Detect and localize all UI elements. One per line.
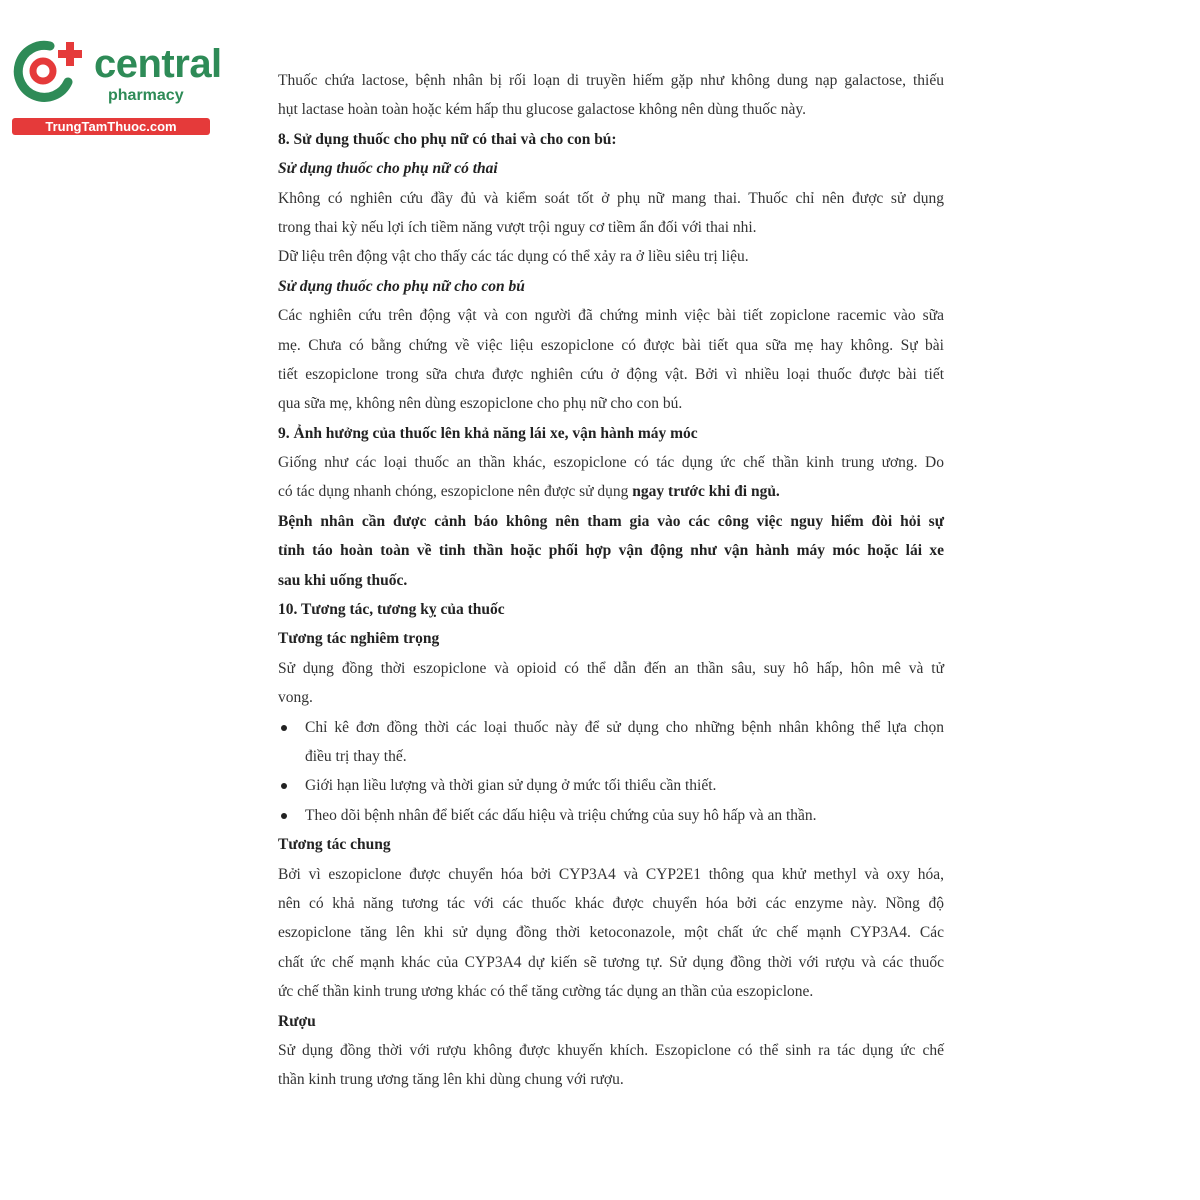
bullet-icon bbox=[281, 725, 287, 731]
line-text: Các nghiên cứu trên động vật và con người đã chứng minh việc bài tiết zopiclone racemic vào sữa bbox=[278, 307, 944, 325]
document-line bbox=[278, 771, 944, 800]
line-text: tiết eszopiclone trong sữa chưa được nghiên cứu ở động vật. Bởi vì nhiều loại thuốc được bài tiết bbox=[278, 365, 944, 383]
document-line bbox=[278, 507, 944, 536]
document-line bbox=[278, 125, 944, 154]
line-text: Giới hạn liều lượng và thời gian sử dụng ở mức tối thiểu cần thiết. bbox=[305, 777, 717, 795]
logo-wordmark: central bbox=[94, 42, 222, 86]
document-line bbox=[278, 66, 944, 95]
line-text: eszopiclone tăng lên khi sử dụng đồng thời ketoconazole, một chất ức chế mạnh CYP3A4. Các bbox=[278, 924, 944, 942]
document-body bbox=[278, 66, 944, 1095]
line-text: Rượu bbox=[278, 1012, 316, 1030]
document-line bbox=[278, 713, 944, 742]
document-line bbox=[278, 360, 944, 389]
line-text: chất ức chế mạnh khác của CYP3A4 dự kiến sẽ tương tự. Sử dụng đồng thời với rượu và các thuốc bbox=[278, 953, 944, 971]
bullet-icon bbox=[281, 783, 287, 789]
line-text: trong thai kỳ nếu lợi ích tiềm năng vượt trội nguy cơ tiềm ẩn đối với thai nhi. bbox=[278, 218, 757, 236]
document-line bbox=[278, 566, 944, 595]
document-line bbox=[278, 654, 944, 683]
line-text: qua sữa mẹ, không nên dùng eszopiclone cho phụ nữ cho con bú. bbox=[278, 395, 683, 413]
line-text: Thuốc chứa lactose, bệnh nhân bị rối loạn di truyền hiếm gặp như không dung nạp galactose, thiếu bbox=[278, 72, 944, 89]
logo-site-banner: TrungTamThuoc.com bbox=[12, 118, 210, 135]
document-line bbox=[278, 301, 944, 330]
line-text: Bởi vì eszopiclone được chuyển hóa bởi CYP3A4 và CYP2E1 thông qua khử methyl và oxy hóa, bbox=[278, 865, 944, 883]
document-line bbox=[278, 272, 944, 301]
line-text: thần kinh trung ương tăng lên khi dùng chung với rượu. bbox=[278, 1071, 624, 1089]
line-text: mẹ. Chưa có bằng chứng về việc liệu eszopiclone có được bài tiết qua sữa mẹ hay không. Sự bài bbox=[278, 336, 944, 354]
document-line bbox=[278, 742, 944, 771]
pharmacy-cross-logo-icon bbox=[10, 38, 84, 104]
line-text: tỉnh táo hoàn toàn về tinh thần hoặc phối hợp vận động như vận hành máy móc hoặc lái xe bbox=[278, 542, 944, 560]
document-line bbox=[278, 683, 944, 712]
line-text: Sử dụng đồng thời eszopiclone và opioid có thể dẫn đến an thần sâu, suy hô hấp, hôn mê và tử bbox=[278, 659, 944, 677]
line-text: 9. Ảnh hưởng của thuốc lên khả năng lái xe, vận hành máy móc bbox=[278, 424, 698, 442]
line-text: Sử dụng thuốc cho phụ nữ cho con bú bbox=[278, 277, 525, 295]
document-line bbox=[278, 595, 944, 624]
document-line bbox=[278, 154, 944, 183]
line-text: hụt lactase hoàn toàn hoặc kém hấp thu glucose galactose không nên dùng thuốc này. bbox=[278, 101, 806, 119]
document-line bbox=[278, 242, 944, 271]
line-text: 10. Tương tác, tương kỵ của thuốc bbox=[278, 601, 505, 619]
document-line bbox=[278, 213, 944, 242]
document-line bbox=[278, 860, 944, 889]
line-bold-text: ngay trước khi đi ngủ. bbox=[632, 483, 780, 501]
line-text: nên có khả năng tương tác với các thuốc khác được chuyển hóa bởi các enzyme này. Nồng độ bbox=[278, 894, 944, 912]
line-text: Sử dụng thuốc cho phụ nữ có thai bbox=[278, 160, 498, 178]
line-text: có tác dụng nhanh chóng, eszopiclone nên được sử dụng bbox=[278, 483, 633, 501]
document-line bbox=[278, 1036, 944, 1065]
document-line bbox=[278, 1007, 944, 1036]
line-text: vong. bbox=[278, 689, 313, 707]
line-text: Giống như các loại thuốc an thần khác, eszopiclone có tác dụng ức chế thần kinh trung ương. Do bbox=[278, 454, 944, 472]
line-text: Bệnh nhân cần được cảnh báo không nên tham gia vào các công việc nguy hiểm đòi hỏi sự bbox=[278, 512, 944, 530]
line-text: ức chế thần kinh trung ương khác có thể tăng cường tác dụng an thần của eszopiclone. bbox=[278, 983, 814, 1001]
line-text: Tương tác nghiêm trọng bbox=[278, 630, 440, 648]
document-line bbox=[278, 918, 944, 947]
document-line bbox=[278, 95, 944, 124]
logo-subtitle: pharmacy bbox=[108, 87, 184, 104]
document-line bbox=[278, 536, 944, 565]
document-line bbox=[278, 830, 944, 859]
line-text: Tương tác chung bbox=[278, 836, 391, 854]
document-line bbox=[278, 801, 944, 830]
line-text: sau khi uống thuốc. bbox=[278, 571, 408, 589]
document-line bbox=[278, 1065, 944, 1094]
document-line bbox=[278, 331, 944, 360]
central-pharmacy-logo[interactable] bbox=[10, 36, 222, 136]
document-line bbox=[278, 948, 944, 977]
document-line bbox=[278, 184, 944, 213]
document-line bbox=[278, 977, 944, 1006]
document-line bbox=[278, 419, 944, 448]
line-text: Sử dụng đồng thời với rượu không được khuyến khích. Eszopiclone có thể sinh ra tác dụng ức chế bbox=[278, 1041, 944, 1059]
line-text: điều trị thay thế. bbox=[305, 747, 407, 765]
bullet-icon bbox=[281, 813, 287, 819]
line-text: Theo dõi bệnh nhân để biết các dấu hiệu và triệu chứng của suy hô hấp và an thần. bbox=[305, 806, 817, 824]
document-line bbox=[278, 477, 944, 506]
line-text: Chỉ kê đơn đồng thời các loại thuốc này để sử dụng cho những bệnh nhân không thể lựa chọn bbox=[305, 718, 944, 736]
line-text: 8. Sử dụng thuốc cho phụ nữ có thai và cho con bú: bbox=[278, 130, 617, 148]
line-text: Dữ liệu trên động vật cho thấy các tác dụng có thể xảy ra ở liều siêu trị liệu. bbox=[278, 248, 749, 266]
line-text: Không có nghiên cứu đầy đủ và kiểm soát tốt ở phụ nữ mang thai. Thuốc chỉ nên được sử dụng bbox=[278, 189, 944, 207]
document-line bbox=[278, 389, 944, 418]
document-line bbox=[278, 448, 944, 477]
document-line bbox=[278, 889, 944, 918]
document-line bbox=[278, 624, 944, 653]
